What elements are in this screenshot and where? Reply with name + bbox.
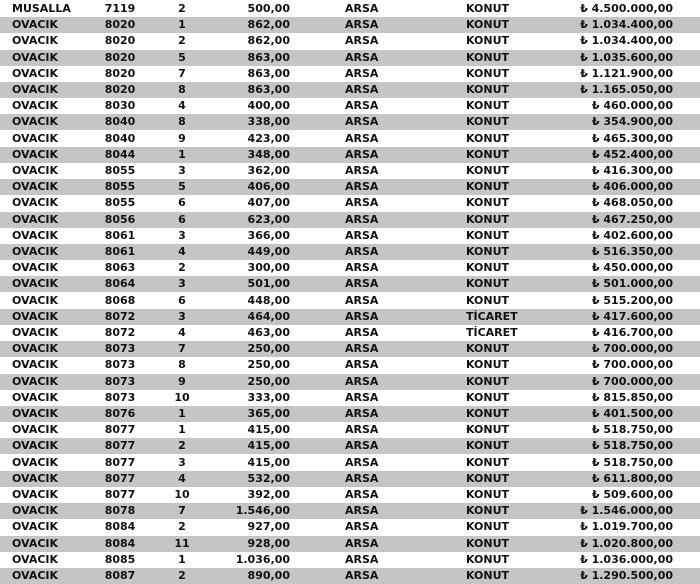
parcel-number-cell: 5	[178, 180, 186, 194]
parcel-number-cell: 2	[178, 261, 186, 275]
block-number-cell: 8040	[104, 131, 136, 145]
table-row	[0, 147, 700, 163]
price-cell: ₺ 700.000,00	[591, 358, 673, 372]
price-cell: ₺ 1.035.600,00	[580, 50, 673, 64]
block-number-cell: 8076	[104, 407, 136, 420]
block-number-cell: 8073	[104, 374, 136, 388]
parcel-number-cell: 5	[178, 50, 186, 64]
parcel-number-cell: 6	[178, 293, 186, 307]
property-type-cell: ARSA	[345, 228, 379, 242]
area-cell: 333,00	[247, 390, 290, 404]
parcel-number-cell: 1	[178, 423, 186, 437]
price-cell: ₺ 518.750,00	[591, 439, 673, 453]
neighborhood-cell: OVACIK	[12, 83, 59, 96]
zoning-cell: KONUT	[466, 164, 510, 177]
zoning-cell: KONUT	[466, 423, 510, 437]
zoning-cell: KONUT	[466, 455, 510, 469]
zoning-cell: KONUT	[466, 552, 510, 566]
property-type-cell: ARSA	[345, 439, 379, 453]
property-type-cell: ARSA	[345, 309, 379, 323]
area-cell: 407,00	[247, 196, 290, 210]
price-cell: ₺ 1.546.000,00	[580, 504, 673, 518]
neighborhood-cell: OVACIK	[12, 66, 59, 80]
parcel-number-cell: 2	[178, 2, 186, 15]
table-row	[0, 82, 700, 98]
property-type-cell: ARSA	[345, 66, 379, 80]
area-cell: 862,00	[247, 18, 290, 32]
area-cell: 400,00	[247, 99, 290, 113]
table-row	[0, 228, 700, 244]
neighborhood-cell: OVACIK	[12, 212, 59, 226]
table-row	[0, 1, 700, 17]
property-type-cell: ARSA	[345, 277, 379, 291]
table-row	[0, 503, 700, 519]
property-type-cell: ARSA	[345, 455, 379, 469]
zoning-cell: KONUT	[466, 196, 510, 210]
neighborhood-cell: OVACIK	[12, 407, 59, 420]
area-cell: 415,00	[247, 423, 290, 437]
parcel-number-cell: 2	[178, 569, 186, 582]
neighborhood-cell: OVACIK	[12, 18, 59, 32]
property-type-cell: ARSA	[345, 358, 379, 372]
neighborhood-cell: OVACIK	[12, 50, 59, 64]
area-cell: 463,00	[247, 326, 290, 339]
block-number-cell: 8056	[104, 212, 136, 226]
parcel-number-cell: 4	[178, 326, 186, 339]
price-cell: ₺ 417.600,00	[591, 309, 673, 323]
block-number-cell: 8061	[104, 245, 136, 258]
parcel-number-cell: 4	[178, 471, 186, 485]
price-cell: ₺ 401.500,00	[591, 407, 673, 420]
parcel-number-cell: 4	[178, 99, 186, 113]
area-cell: 250,00	[247, 374, 290, 388]
block-number-cell: 8020	[104, 18, 136, 32]
area-cell: 464,00	[247, 309, 290, 323]
property-type-cell: ARSA	[345, 115, 379, 129]
price-cell: ₺ 611.800,00	[591, 471, 673, 485]
price-cell: ₺ 460.000,00	[591, 99, 673, 113]
neighborhood-cell: OVACIK	[12, 277, 59, 291]
parcel-number-cell: 3	[178, 309, 186, 323]
property-type-cell: ARSA	[345, 131, 379, 145]
property-type-cell: ARSA	[345, 488, 379, 501]
price-cell: ₺ 452.400,00	[591, 147, 673, 161]
zoning-cell: KONUT	[466, 358, 510, 372]
parcel-number-cell: 10	[174, 390, 190, 404]
zoning-cell: KONUT	[466, 569, 510, 582]
parcel-number-cell: 1	[178, 147, 186, 161]
table-row	[0, 341, 700, 357]
neighborhood-cell: OVACIK	[12, 196, 59, 210]
parcel-number-cell: 3	[178, 228, 186, 242]
parcel-number-cell: 3	[178, 455, 186, 469]
property-type-cell: ARSA	[345, 180, 379, 194]
table-row	[0, 438, 700, 454]
price-cell: ₺ 1.034.400,00	[580, 18, 673, 32]
block-number-cell: 8077	[104, 439, 136, 453]
neighborhood-cell: OVACIK	[12, 390, 59, 404]
price-cell: ₺ 467.250,00	[591, 212, 673, 226]
area-cell: 862,00	[247, 34, 290, 48]
price-cell: ₺ 416.300,00	[591, 164, 673, 177]
area-cell: 423,00	[247, 131, 290, 145]
price-cell: ₺ 402.600,00	[591, 228, 673, 242]
table-row	[0, 17, 700, 33]
area-cell: 392,00	[247, 488, 290, 501]
price-cell: ₺ 354.900,00	[591, 115, 673, 129]
table-row	[0, 131, 700, 147]
neighborhood-cell: OVACIK	[12, 455, 59, 469]
block-number-cell: 8087	[104, 569, 136, 582]
area-cell: 927,00	[247, 520, 290, 534]
price-cell: ₺ 516.350,00	[591, 245, 673, 258]
parcel-number-cell: 1	[178, 552, 186, 566]
price-cell: ₺ 815.850,00	[591, 390, 673, 404]
property-type-cell: ARSA	[345, 552, 379, 566]
property-type-cell: ARSA	[345, 423, 379, 437]
table-row	[0, 163, 700, 179]
zoning-cell: KONUT	[466, 50, 510, 64]
price-cell: ₺ 1.165.050,00	[580, 83, 673, 96]
neighborhood-cell: OVACIK	[12, 374, 59, 388]
table-row	[0, 33, 700, 49]
zoning-cell: KONUT	[466, 99, 510, 113]
area-cell: 415,00	[247, 439, 290, 453]
zoning-cell: KONUT	[466, 245, 510, 258]
area-cell: 449,00	[247, 245, 290, 258]
price-cell: ₺ 509.600,00	[591, 488, 673, 501]
block-number-cell: 8020	[104, 50, 136, 64]
area-cell: 532,00	[247, 471, 290, 485]
neighborhood-cell: OVACIK	[12, 488, 59, 501]
block-number-cell: 8077	[104, 423, 136, 437]
block-number-cell: 8072	[104, 326, 136, 339]
neighborhood-cell: OVACIK	[12, 309, 59, 323]
property-type-cell: ARSA	[345, 536, 379, 550]
neighborhood-cell: OVACIK	[12, 180, 59, 194]
zoning-cell: KONUT	[466, 18, 510, 32]
parcel-number-cell: 4	[178, 245, 186, 258]
block-number-cell: 8020	[104, 66, 136, 80]
block-number-cell: 7119	[104, 2, 136, 15]
zoning-cell: KONUT	[466, 34, 510, 48]
zoning-cell: KONUT	[466, 66, 510, 80]
area-cell: 863,00	[247, 50, 290, 64]
neighborhood-cell: OVACIK	[12, 261, 59, 275]
table-row	[0, 406, 700, 422]
table-row	[0, 471, 700, 487]
price-cell: ₺ 406.000,00	[591, 180, 673, 194]
table-row	[0, 244, 700, 260]
area-cell: 338,00	[247, 115, 290, 129]
block-number-cell: 8077	[104, 471, 136, 485]
area-cell: 250,00	[247, 358, 290, 372]
zoning-cell: KONUT	[466, 115, 510, 129]
table-row	[0, 212, 700, 228]
zoning-cell: KONUT	[466, 228, 510, 242]
zoning-cell: KONUT	[466, 293, 510, 307]
parcel-number-cell: 2	[178, 439, 186, 453]
block-number-cell: 8055	[104, 180, 136, 194]
price-cell: ₺ 501.000,00	[591, 277, 673, 291]
zoning-cell: KONUT	[466, 439, 510, 453]
table-row	[0, 325, 700, 341]
parcel-number-cell: 8	[178, 115, 186, 129]
block-number-cell: 8068	[104, 293, 136, 307]
property-type-cell: ARSA	[345, 99, 379, 113]
block-number-cell: 8073	[104, 390, 136, 404]
area-cell: 1.036,00	[235, 552, 290, 566]
zoning-cell: KONUT	[466, 374, 510, 388]
table-row	[0, 50, 700, 66]
table-row	[0, 455, 700, 471]
table-row	[0, 487, 700, 503]
property-type-cell: ARSA	[345, 520, 379, 534]
block-number-cell: 8064	[104, 277, 136, 291]
price-cell: ₺ 518.750,00	[591, 455, 673, 469]
area-cell: 623,00	[247, 212, 290, 226]
area-cell: 406,00	[247, 180, 290, 194]
zoning-cell: KONUT	[466, 488, 510, 501]
neighborhood-cell: OVACIK	[12, 115, 59, 129]
table-row	[0, 519, 700, 535]
block-number-cell: 8063	[104, 261, 136, 275]
zoning-cell: TİCARET	[466, 326, 518, 339]
price-cell: ₺ 1.036.000,00	[580, 552, 673, 566]
block-number-cell: 8030	[104, 99, 136, 113]
property-type-cell: ARSA	[345, 18, 379, 32]
neighborhood-cell: OVACIK	[12, 293, 59, 307]
property-type-cell: ARSA	[345, 50, 379, 64]
price-cell: ₺ 465.300,00	[591, 131, 673, 145]
neighborhood-cell: OVACIK	[12, 34, 59, 48]
block-number-cell: 8040	[104, 115, 136, 129]
neighborhood-cell: OVACIK	[12, 569, 59, 582]
zoning-cell: KONUT	[466, 342, 510, 356]
block-number-cell: 8073	[104, 342, 136, 356]
area-cell: 928,00	[247, 536, 290, 550]
price-cell: ₺ 1.121.900,00	[580, 66, 673, 80]
zoning-cell: KONUT	[466, 536, 510, 550]
parcel-number-cell: 2	[178, 34, 186, 48]
area-cell: 863,00	[247, 66, 290, 80]
block-number-cell: 8084	[104, 536, 136, 550]
price-cell: ₺ 1.034.400,00	[580, 34, 673, 48]
parcel-number-cell: 6	[178, 196, 186, 210]
area-cell: 500,00	[247, 2, 290, 15]
zoning-cell: KONUT	[466, 407, 510, 420]
zoning-cell: TİCARET	[466, 309, 518, 323]
area-cell: 362,00	[247, 164, 290, 177]
zoning-cell: KONUT	[466, 212, 510, 226]
block-number-cell: 8061	[104, 228, 136, 242]
parcel-number-cell: 10	[174, 488, 190, 501]
area-cell: 1.546,00	[235, 504, 290, 518]
neighborhood-cell: OVACIK	[12, 228, 59, 242]
zoning-cell: KONUT	[466, 504, 510, 518]
zoning-cell: KONUT	[466, 180, 510, 194]
area-cell: 415,00	[247, 455, 290, 469]
table-row	[0, 260, 700, 276]
neighborhood-cell: OVACIK	[12, 326, 59, 339]
neighborhood-cell: OVACIK	[12, 131, 59, 145]
price-cell: ₺ 416.700,00	[591, 326, 673, 339]
parcel-number-cell: 2	[178, 520, 186, 534]
property-type-cell: ARSA	[345, 342, 379, 356]
neighborhood-cell: OVACIK	[12, 358, 59, 372]
block-number-cell: 8020	[104, 83, 136, 96]
block-number-cell: 8020	[104, 34, 136, 48]
parcel-number-cell: 1	[178, 407, 186, 420]
table-row	[0, 357, 700, 373]
neighborhood-cell: MUSALLA	[12, 2, 71, 15]
block-number-cell: 8072	[104, 309, 136, 323]
price-cell: ₺ 450.000,00	[591, 261, 673, 275]
table-row	[0, 98, 700, 114]
table-row	[0, 422, 700, 438]
parcel-number-cell: 11	[174, 536, 190, 550]
zoning-cell: KONUT	[466, 277, 510, 291]
property-type-cell: ARSA	[345, 504, 379, 518]
block-number-cell: 8073	[104, 358, 136, 372]
property-type-cell: ARSA	[345, 293, 379, 307]
block-number-cell: 8077	[104, 488, 136, 501]
neighborhood-cell: OVACIK	[12, 552, 59, 566]
table-row	[0, 276, 700, 292]
zoning-cell: KONUT	[466, 147, 510, 161]
parcel-number-cell: 7	[178, 504, 186, 518]
block-number-cell: 8077	[104, 455, 136, 469]
area-cell: 365,00	[247, 407, 290, 420]
property-type-cell: ARSA	[345, 245, 379, 258]
parcel-number-cell: 9	[178, 374, 186, 388]
table-row	[0, 114, 700, 130]
neighborhood-cell: OVACIK	[12, 520, 59, 534]
parcel-number-cell: 3	[178, 164, 186, 177]
parcel-number-cell: 3	[178, 277, 186, 291]
block-number-cell: 8055	[104, 196, 136, 210]
table-row	[0, 374, 700, 390]
price-cell: ₺ 1.020.800,00	[580, 536, 673, 550]
neighborhood-cell: OVACIK	[12, 147, 59, 161]
price-cell: ₺ 515.200,00	[591, 293, 673, 307]
zoning-cell: KONUT	[466, 83, 510, 96]
block-number-cell: 8084	[104, 520, 136, 534]
zoning-cell: KONUT	[466, 131, 510, 145]
area-cell: 300,00	[247, 261, 290, 275]
zoning-cell: KONUT	[466, 2, 510, 15]
price-cell: ₺ 468.050,00	[591, 196, 673, 210]
property-type-cell: ARSA	[345, 261, 379, 275]
neighborhood-cell: OVACIK	[12, 504, 59, 518]
property-type-cell: ARSA	[345, 147, 379, 161]
neighborhood-cell: OVACIK	[12, 423, 59, 437]
table-row	[0, 536, 700, 552]
price-cell: ₺ 1.019.700,00	[580, 520, 673, 534]
table-row	[0, 195, 700, 211]
parcel-number-cell: 7	[178, 342, 186, 356]
zoning-cell: KONUT	[466, 261, 510, 275]
property-type-cell: ARSA	[345, 374, 379, 388]
property-type-cell: ARSA	[345, 569, 379, 582]
parcel-number-cell: 8	[178, 358, 186, 372]
table-row	[0, 552, 700, 568]
zoning-cell: KONUT	[466, 471, 510, 485]
property-type-cell: ARSA	[345, 407, 379, 420]
parcel-number-cell: 6	[178, 212, 186, 226]
area-cell: 348,00	[247, 147, 290, 161]
property-type-cell: ARSA	[345, 326, 379, 339]
table-row	[0, 179, 700, 195]
neighborhood-cell: OVACIK	[12, 342, 59, 356]
neighborhood-cell: OVACIK	[12, 536, 59, 550]
table-row	[0, 390, 700, 406]
table-row	[0, 66, 700, 82]
property-type-cell: ARSA	[345, 471, 379, 485]
table-row	[0, 293, 700, 309]
property-type-cell: ARSA	[345, 212, 379, 226]
price-cell: ₺ 700.000,00	[591, 374, 673, 388]
price-cell: ₺ 4.500.000,00	[580, 2, 673, 15]
property-type-cell: ARSA	[345, 164, 379, 177]
neighborhood-cell: OVACIK	[12, 164, 59, 177]
neighborhood-cell: OVACIK	[12, 245, 59, 258]
block-number-cell: 8055	[104, 164, 136, 177]
parcel-number-cell: 8	[178, 83, 186, 96]
table-row	[0, 309, 700, 325]
price-cell: ₺ 700.000,00	[591, 342, 673, 356]
property-type-cell: ARSA	[345, 196, 379, 210]
price-cell: ₺ 1.290.500,00	[580, 569, 673, 582]
neighborhood-cell: OVACIK	[12, 99, 59, 113]
parcel-number-cell: 7	[178, 66, 186, 80]
property-type-cell: ARSA	[345, 34, 379, 48]
parcel-number-cell: 9	[178, 131, 186, 145]
neighborhood-cell: OVACIK	[12, 471, 59, 485]
area-cell: 890,00	[247, 569, 290, 582]
property-type-cell: ARSA	[345, 390, 379, 404]
area-cell: 366,00	[247, 228, 290, 242]
area-cell: 501,00	[247, 277, 290, 291]
zoning-cell: KONUT	[466, 520, 510, 534]
area-cell: 448,00	[247, 293, 290, 307]
zoning-cell: KONUT	[466, 390, 510, 404]
parcel-number-cell: 1	[178, 18, 186, 32]
area-cell: 863,00	[247, 83, 290, 96]
neighborhood-cell: OVACIK	[12, 439, 59, 453]
property-type-cell: ARSA	[345, 83, 379, 96]
block-number-cell: 8078	[104, 504, 136, 518]
price-cell: ₺ 518.750,00	[591, 423, 673, 437]
block-number-cell: 8085	[104, 552, 136, 566]
area-cell: 250,00	[247, 342, 290, 356]
block-number-cell: 8044	[104, 147, 136, 161]
property-type-cell: ARSA	[345, 2, 379, 15]
